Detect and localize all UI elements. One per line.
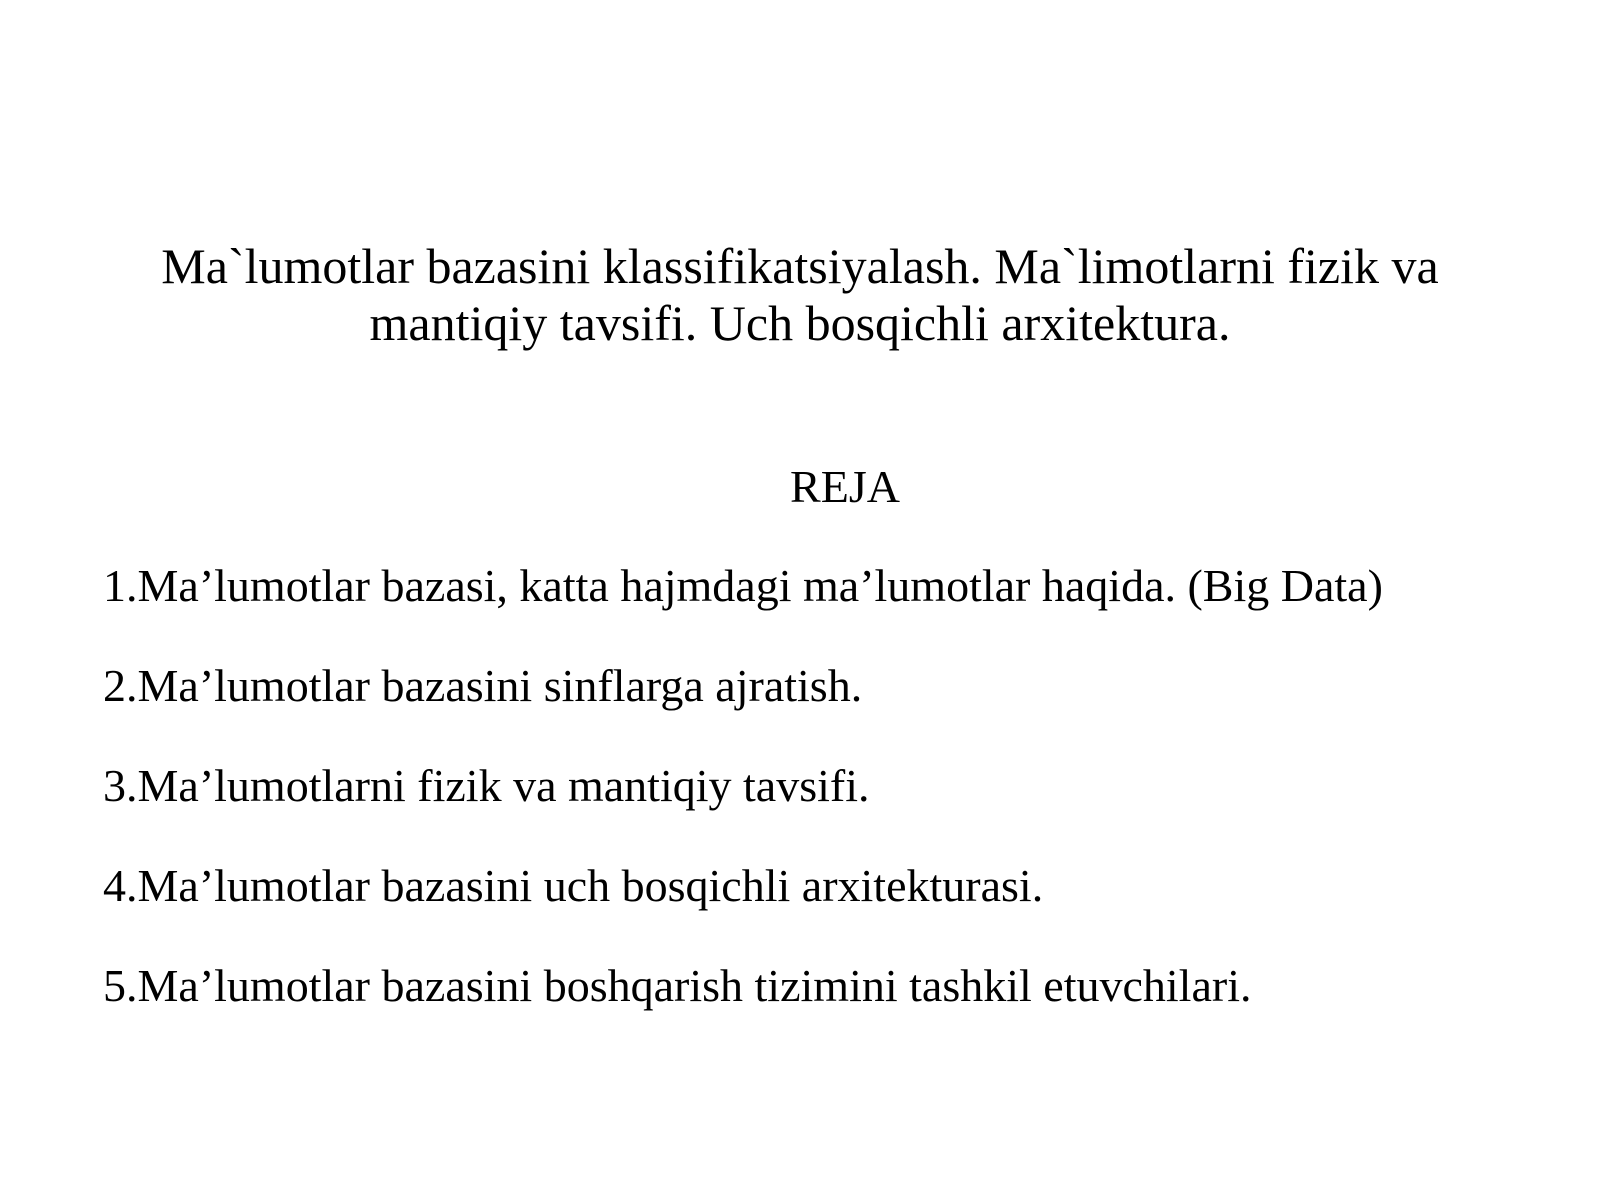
plan-list — [103, 559, 1543, 1059]
plan-item-2: 2.Ma’lumotlar bazasini sinflarga ajratish. — [103, 660, 863, 711]
plan-item-1: 1.Ma’lumotlar bazasi, katta hajmdagi ma’lumotlar haqida. (Big Data) — [103, 560, 1383, 611]
slide-title-line-2: mantiqiy tavsifi. Uch bosqichli arxitektura. — [369, 295, 1231, 351]
plan-heading: REJA — [790, 461, 900, 512]
slide-title — [100, 238, 1500, 352]
plan-item-5: 5.Ma’lumotlar bazasini boshqarish tizimini tashkil etuvchilari. — [103, 960, 1252, 1011]
plan-item-4: 4.Ma’lumotlar bazasini uch bosqichli arxitekturasi. — [103, 860, 1044, 911]
slide-title-line-1: Ma`lumotlar bazasini klassifikatsiyalash. Ma`limotlarni fizik va — [161, 238, 1439, 294]
plan-item-3: 3.Ma’lumotlarni fizik va mantiqiy tavsifi. — [103, 760, 870, 811]
